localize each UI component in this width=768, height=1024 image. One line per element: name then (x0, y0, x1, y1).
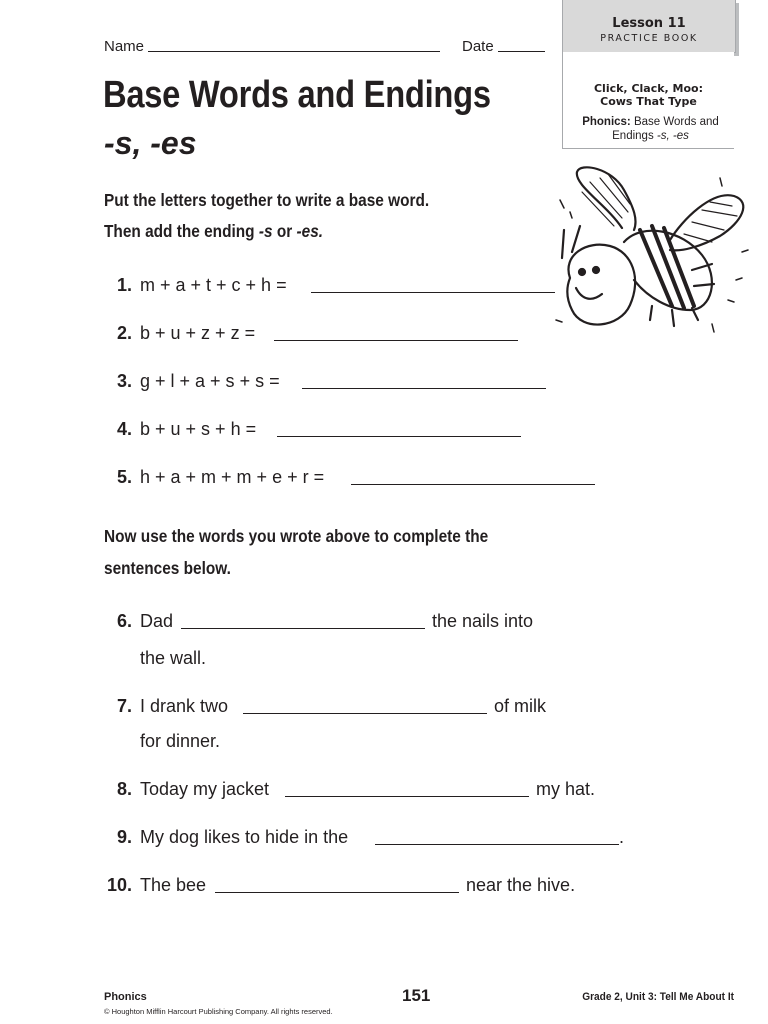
answer-line[interactable] (215, 892, 459, 893)
sentence-end: near the hive. (466, 875, 576, 895)
directions-part1-line2 (104, 221, 323, 242)
sentence-end: my hat. (536, 779, 596, 799)
footer-grade-unit: Grade 2, Unit 3: Tell Me About It (582, 991, 734, 1003)
answer-line[interactable] (285, 796, 529, 797)
lesson-box (562, 0, 736, 53)
directions-text: Then add the ending (104, 221, 259, 241)
phonics-label: Phonics: (582, 116, 631, 128)
item-number: 5. (116, 467, 132, 487)
practice-book-label: PRACTICE BOOK (600, 33, 698, 44)
item-number: 4. (116, 419, 132, 439)
name-label: Name (104, 38, 145, 55)
answer-line[interactable] (277, 436, 521, 437)
story-title-line1: Click, Clack, Moo: (593, 82, 704, 95)
sentence-continued: for dinner. (140, 731, 221, 751)
phonics-endings: -s, -es (656, 130, 689, 142)
page-number: 151 (402, 986, 431, 1005)
directions-part2-line1: Now use the words you wrote above to complete the (104, 526, 489, 546)
item-equation: h + a + m + m + e + r = (140, 467, 325, 487)
footer-section: Phonics (104, 991, 147, 1003)
bee-drawing-icon (552, 160, 752, 340)
item-number: 8. (116, 779, 132, 799)
date-field[interactable] (498, 51, 545, 52)
item-number: 6. (116, 611, 132, 631)
answer-line[interactable] (302, 388, 546, 389)
item-number: 7. (116, 696, 132, 716)
item-equation: b + u + s + h = (140, 419, 257, 439)
ending-s: -s (258, 221, 273, 241)
item-number: 10. (106, 875, 132, 895)
item-equation: b + u + z + z = (140, 323, 256, 343)
page-subtitle: -s, -es (104, 125, 197, 161)
sentence-continued: the wall. (140, 648, 207, 668)
page-title: Base Words and Endings (103, 74, 491, 116)
directions-part2-line2: sentences below. (104, 558, 231, 578)
answer-line[interactable] (181, 628, 425, 629)
item-number: 2. (116, 323, 132, 343)
answer-line[interactable] (375, 844, 619, 845)
date-label: Date (462, 38, 494, 55)
item-number: 3. (116, 371, 132, 391)
sentence-end: the nails into (432, 611, 534, 631)
lesson-info-box (562, 52, 734, 149)
directions-part1-line1: Put the letters together to write a base word. (104, 190, 430, 210)
directions-or: or (272, 221, 297, 241)
sentence-end: . (619, 827, 625, 847)
item-equation: g + l + a + s + s = (140, 371, 280, 391)
item-number: 1. (116, 275, 132, 295)
sentence-start: Today my jacket (140, 779, 270, 799)
answer-line[interactable] (243, 713, 487, 714)
phonics-line1: Base Words and (633, 116, 719, 128)
sentence-start: Dad (140, 611, 174, 631)
phonics-line2: Endings (612, 130, 657, 142)
answer-line[interactable] (274, 340, 518, 341)
ending-es: -es. (296, 221, 324, 241)
lesson-title: Lesson 11 (612, 16, 686, 31)
sentence-end: of milk (494, 696, 547, 716)
name-field[interactable] (148, 51, 440, 52)
sentence-start: The bee (140, 875, 207, 895)
item-equation: m + a + t + c + h = (140, 275, 287, 295)
story-title (563, 82, 734, 108)
story-title-line2: Cows That Type (600, 95, 697, 108)
answer-line[interactable] (311, 292, 555, 293)
answer-line[interactable] (351, 484, 595, 485)
item-number: 9. (116, 827, 132, 847)
copyright: © Houghton Mifflin Harcourt Publishing Company. All rights reserved. (104, 1007, 333, 1016)
sentence-start: My dog likes to hide in the (140, 827, 349, 847)
phonics-skill (573, 115, 728, 143)
sentence-start: I drank two (140, 696, 229, 716)
